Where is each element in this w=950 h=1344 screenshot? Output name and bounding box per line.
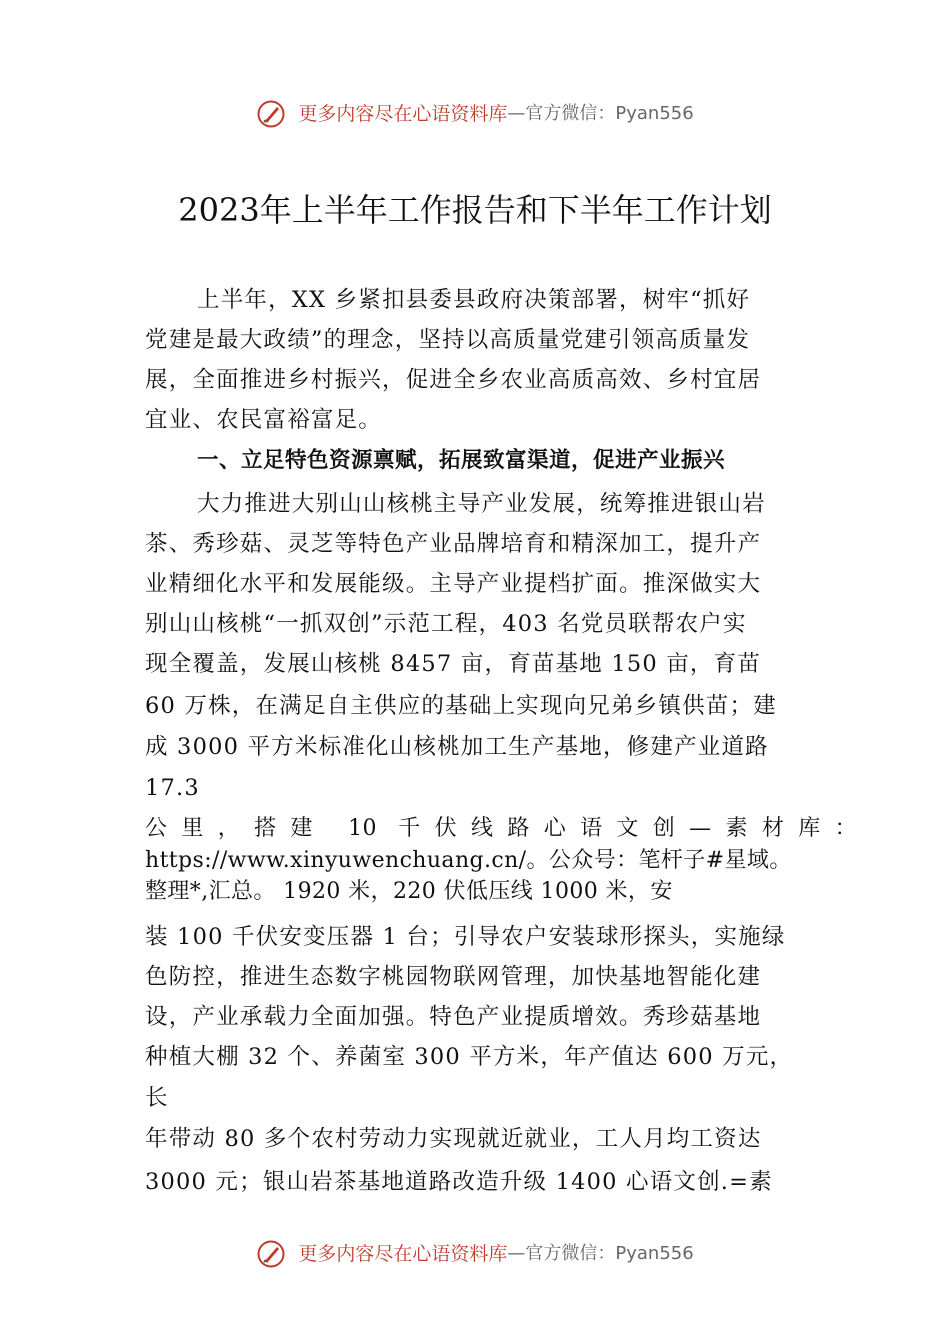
- paragraph-line: 成 3000 平方米标准化山核桃加工生产基地，修建产业道路: [145, 734, 769, 760]
- paragraph-line: 业精细化水平和发展能级。主导产业提档扩面。推深做实大: [145, 571, 762, 597]
- paragraph-line: 长: [145, 1085, 169, 1111]
- watermark-wechat-text: —官方微信：Pyan556: [507, 1243, 694, 1264]
- paragraph-line: 设，产业承载力全面加强。特色产业提质增效。秀珍菇基地: [145, 1004, 762, 1030]
- paragraph-line: 公里，搭建 10 千伏线路心语文创—素材库：: [145, 816, 857, 841]
- paragraph-line: 整理*,汇总。 1920 米，220 伏低压线 1000 米，安: [145, 879, 673, 904]
- paragraph-line: 色防控，推进生态数字桃园物联网管理，加快基地智能化建: [145, 964, 762, 990]
- document-title: 2023年上半年工作报告和下半年工作计划: [178, 191, 772, 229]
- paragraph-line: 茶、秀珍菇、灵芝等特色产业品牌培育和精深加工，提升产: [145, 531, 762, 557]
- paragraph-line: 3000 元；银山岩茶基地道路改造升级 1400 心语文创.=素: [145, 1169, 773, 1195]
- paragraph-line: 上半年，XX 乡紧扣县委县政府决策部署，树牢“抓好: [197, 287, 751, 313]
- watermark-wechat-text: —官方微信：Pyan556: [507, 103, 694, 124]
- paragraph-line: 种植大棚 32 个、养菌室 300 平方米，年产值达 600 万元，: [145, 1044, 794, 1070]
- paragraph-line: 现全覆盖，发展山核桃 8457 亩，育苗基地 150 亩，育苗: [145, 651, 762, 677]
- paragraph-line: 党建是最大政绩”的理念，坚持以高质量党建引领高质量发: [145, 327, 751, 353]
- watermark-brand-text: 更多内容尽在心语资料库: [298, 1243, 508, 1265]
- watermark-brand-text: 更多内容尽在心语资料库: [298, 103, 508, 125]
- paragraph-line: 60 万株，在满足自主供应的基础上实现向兄弟乡镇供苗；建: [145, 693, 777, 719]
- paragraph-line: 大力推进大别山山核桃主导产业发展，统筹推进银山岩: [197, 491, 766, 517]
- paragraph-line: 装 100 千伏安变压器 1 台；引导农户安装球形探头，实施绿: [145, 924, 786, 950]
- paragraph-line: 年带动 80 多个农村劳动力实现就近就业，工人月均工资达: [145, 1126, 762, 1152]
- paragraph-line: 17.3: [145, 775, 200, 801]
- quill-logo-icon: [256, 1239, 286, 1269]
- paragraph-line: https://www.xinyuwenchuang.cn/。公众号：笔杆子#星域。: [145, 848, 792, 873]
- watermark-banner-top: [0, 98, 950, 129]
- section-heading: 一、立足特色资源禀赋，拓展致富渠道，促进产业振兴: [197, 448, 726, 473]
- watermark-banner-bottom: [0, 1238, 950, 1269]
- quill-logo-icon: [256, 99, 286, 129]
- paragraph-line: 别山山核桃“一抓双创”示范工程，403 名党员联帮农户实: [145, 611, 747, 637]
- paragraph-line: 宜业、农民富裕富足。: [145, 407, 383, 433]
- paragraph-line: 展，全面推进乡村振兴，促进全乡农业高质高效、乡村宜居: [145, 367, 762, 393]
